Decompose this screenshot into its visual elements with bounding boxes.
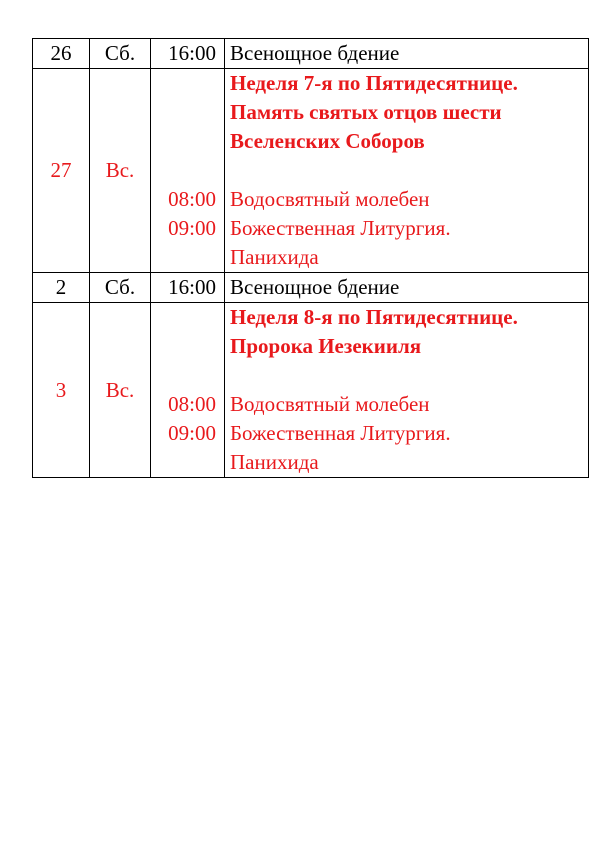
weekday: Вс. [90,69,151,273]
service-times [151,69,225,273]
weekday: Сб. [90,273,151,303]
schedule-row-sunday-27 [33,69,589,273]
blank-line [230,156,588,185]
time-spacer [151,448,216,477]
schedule-row-sunday-3 [33,303,589,478]
feast-title-line: Неделя 8-я по Пятидесятнице. [230,305,518,329]
feast-title-line: Память святых отцов шести [230,100,502,124]
service-name: Водосвятный молебен [230,187,430,211]
service-name: Водосвятный молебен [230,392,430,416]
day-number: 26 [33,39,90,69]
service-name: Панихида [230,450,319,474]
day-number: 27 [33,69,90,273]
sunday-services [225,69,589,273]
service-schedule-table [32,38,589,478]
service-time: 16:00 [151,39,225,69]
service-time: 08:00 [168,392,216,416]
time-spacer [151,243,216,272]
day-number: 3 [33,303,90,478]
feast-title-line: Вселенских Соборов [230,129,425,153]
schedule-row-saturday-26 [33,39,589,69]
service-name: Божественная Литургия. [230,421,451,445]
feast-title-line: Неделя 7-я по Пятидесятнице. [230,71,518,95]
weekday: Вс. [90,303,151,478]
service-time: 09:00 [168,421,216,445]
schedule-row-saturday-2 [33,273,589,303]
blank-line [230,361,588,390]
service-time: 09:00 [168,216,216,240]
service-time: 08:00 [168,187,216,211]
service-name: Божественная Литургия. [230,216,451,240]
feast-title-line: Пророка Иезекииля [230,334,422,358]
service-name: Всенощное бдение [225,273,589,303]
sunday-services [225,303,589,478]
day-number: 2 [33,273,90,303]
service-times [151,303,225,478]
service-time: 16:00 [151,273,225,303]
weekday: Сб. [90,39,151,69]
service-name: Панихида [230,245,319,269]
service-name: Всенощное бдение [225,39,589,69]
